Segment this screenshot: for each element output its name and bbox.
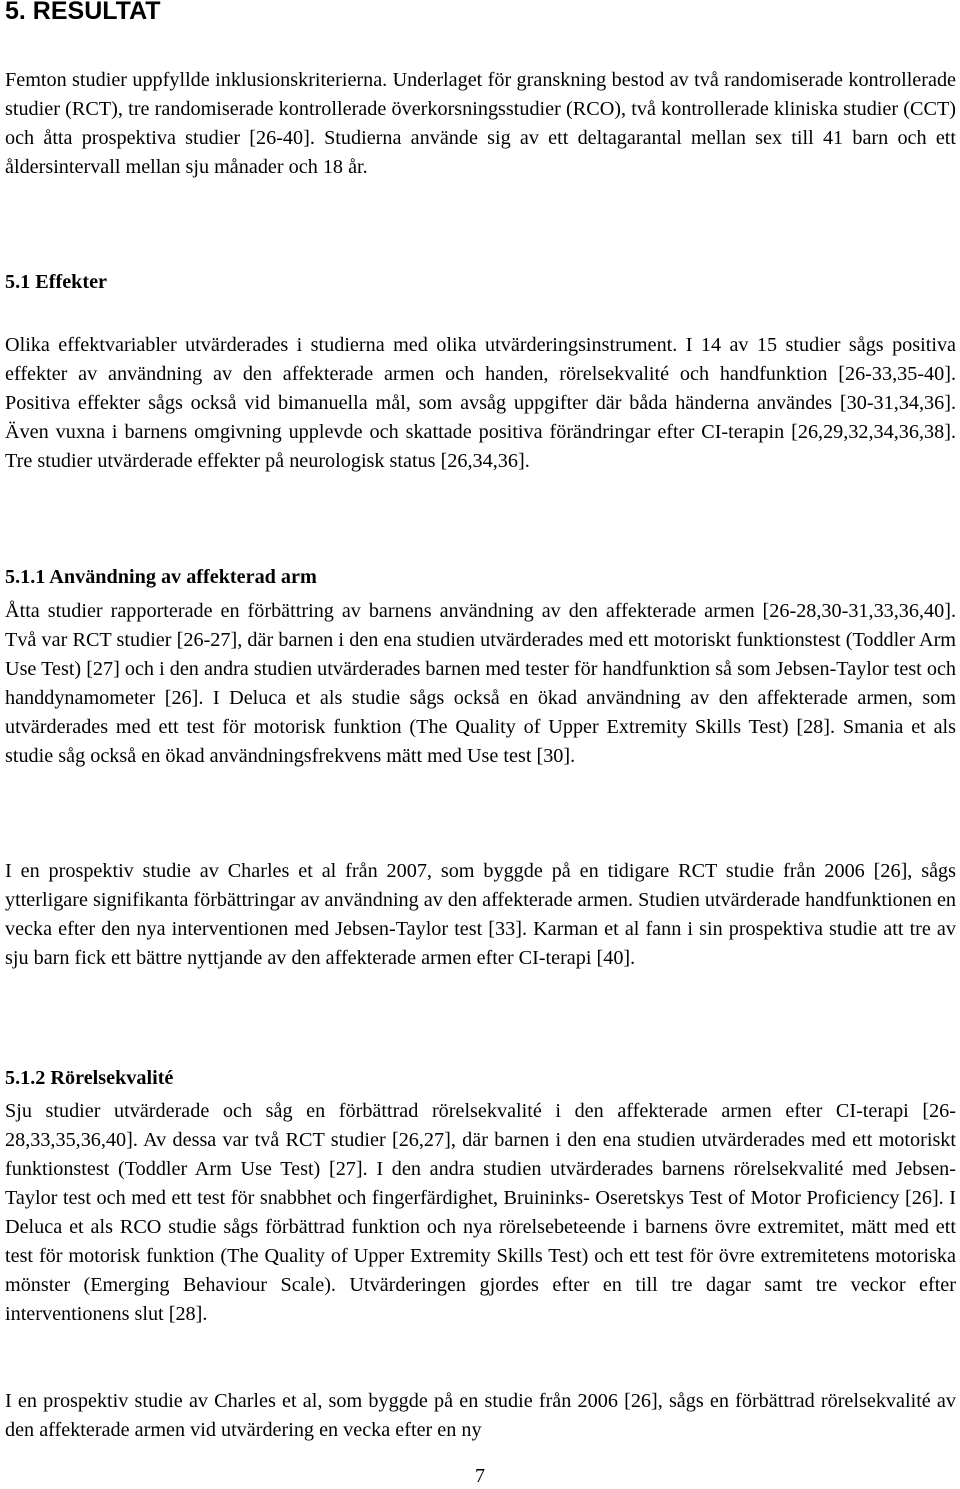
- section-heading-resultat: 5. RESULTAT: [5, 0, 161, 25]
- rorelsekvalite-paragraph-2: I en prospektiv studie av Charles et al, som byggde på en studie från 2006 [26], sågs en förbättrad rörelsekvalité av den affekterade armen vid utvärdering en vecka efter en ny: [5, 1390, 956, 1441]
- anvandning-paragraph-1: Åtta studier rapporterade en förbättring av barnens användning av den affekterade armen [26-28,30-31,33,36,40]. Två var RCT studier [26-27], där barnen i den ena studien utvärderades med ett motoriskt funktionstest (Toddler Arm Use Test) [27] och i den andra studien utvärderades barnen med tester för handfunktion så som Jebsen-Taylor test och handdynamometer [26]. I Deluca et als studie sågs också en ökad användning av den affekterade armen, som utvärderades med ett test för motorisk funktion (The Quality of Upper Extremity Skills Test) [28]. Smania et als studie såg också en ökad användningsfrekvens mätt med Use test [30].: [5, 600, 956, 767]
- intro-paragraph: Femton studier uppfyllde inklusionskriterierna. Underlaget för granskning bestod av två randomiserade kontrollerade studier (RCT), tre randomiserade kontrollerade överkorsningsstudier (RCO), två kontrollerade kliniska studier (CCT) och åtta prospektiva studier [26-40]. Studierna använde sig av ett deltagarantal mellan sex till 41 barn och ett åldersintervall mellan sju månader och 18 år.: [5, 69, 956, 178]
- rorelsekvalite-paragraph-1: Sju studier utvärderade och såg en förbättrad rörelsekvalité i den affekterade armen efter CI-terapi [26-28,33,35,36,40]. Av dessa var två RCT studier [26,27], där barnen i den ena studien utvärderades med ett motoriskt funktionstest (Toddler Arm Use Test) [27]. I den andra studien utvärderades barnens rörelsekvalité med Jebsen-Taylor test och med ett test för snabbhet och fingerfärdighet, Bruininks- Oseretskys Test of Motor Proficiency [26]. I Deluca et als RCO studie sågs förbättrad funktion och nya rörelsebeteende i barnens övre extremitet, mätt med ett test för motorisk funktion (The Quality of Upper Extremity Skills Test) och ett test för övre extremitetens motoriska mönster (Emerging Behaviour Scale). Utvärderingen gjordes efter en till tre dagar samt tre veckor efter interventionens slut [28].: [5, 1100, 956, 1325]
- anvandning-paragraph-2: I en prospektiv studie av Charles et al från 2007, som byggde på en tidigare RCT studie från 2006 [26], sågs ytterligare signifikanta förbättringar av användning av den affekterade armen. Studien utvärderade handfunktionen en vecka efter den nya interventionen med Jebsen-Taylor test [33]. Karman et al fann i sin prospektiva studie att tre av sju barn fick ett bättre nyttjande av den affekterade armen efter CI-terapi [40].: [5, 860, 956, 969]
- effekter-paragraph: Olika effektvariabler utvärderades i studierna med olika utvärderingsinstrument. I 14 av 15 studier sågs positiva effekter av användning av den affekterade armen och handen, rörelsekvalité och handfunktion [26-33,35-40]. Positiva effekter sågs också vid bimanuella mål, som avsåg uppgifter där båda händerna användes [30-31,34,36]. Även vuxna i barnens omgivning upplevde och skattade positiva förändringar efter CI-terapin [26,29,32,34,36,38]. Tre studier utvärderade effekter på neurologisk status [26,34,36].: [5, 334, 956, 472]
- subsection-heading-effekter: 5.1 Effekter: [5, 271, 108, 293]
- page-number: 7: [475, 1465, 485, 1487]
- subsection-heading-anvandning: 5.1.1 Användning av affekterad arm: [5, 566, 317, 588]
- subsection-heading-rorelsekvalite: 5.1.2 Rörelsekvalité: [5, 1067, 174, 1089]
